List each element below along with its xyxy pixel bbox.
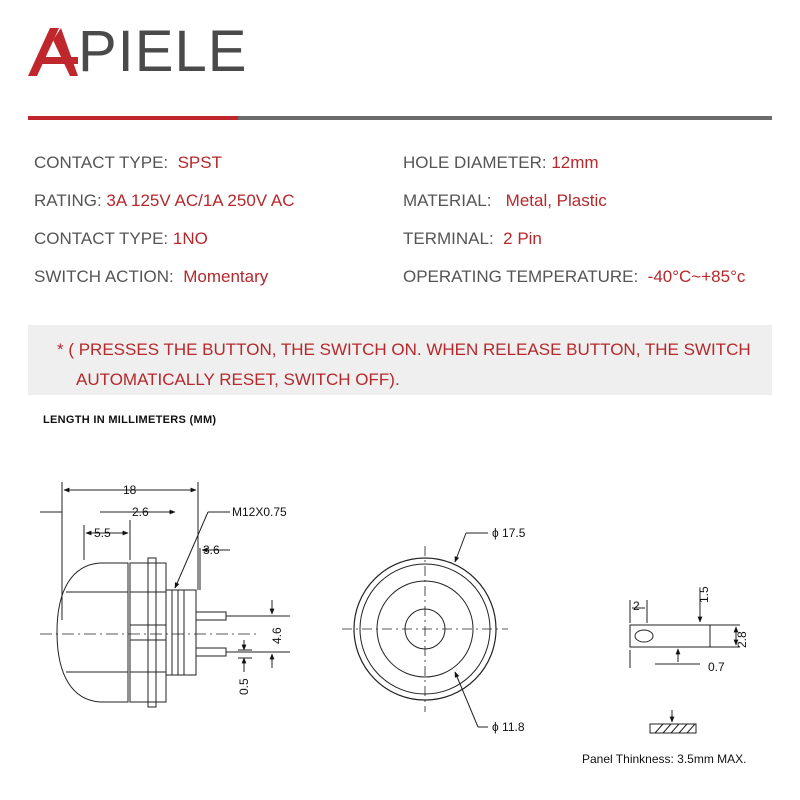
spec-label: HOLE DIAMETER: (403, 153, 547, 172)
spec-value: 1NO (172, 229, 208, 248)
spec-value: 12mm (551, 153, 599, 172)
spec-label: TERMINAL: (403, 229, 494, 248)
terminal-pin (196, 648, 226, 656)
spec-value: 3A 125V AC/1A 250V AC (106, 191, 295, 210)
spec-label: CONTACT TYPE: (34, 153, 169, 172)
dim-3-6: 3.6 (203, 543, 220, 557)
dim-terminal-2-8: 2.8 (735, 631, 749, 648)
dim-0-5: 0.5 (237, 678, 251, 695)
units-label: LENGTH IN MILLIMETERS (MM) (43, 414, 217, 426)
spec-label: OPERATING TEMPERATURE: (403, 267, 639, 286)
note-line-1: * ( PRESSES THE BUTTON, THE SWITCH ON. WHEN RELEASE BUTTON, THE SWITCH (57, 340, 751, 359)
terminal-blade (630, 625, 710, 647)
switch-cap (57, 563, 128, 702)
spec-label: MATERIAL: (403, 191, 492, 210)
dim-2-6: 2.6 (132, 505, 149, 519)
panel-thickness-label: Panel Thinkness: 3.5mm MAX. (582, 752, 747, 766)
spec-label: CONTACT TYPE: (34, 229, 169, 248)
spec-value: Momentary (183, 267, 269, 286)
dim-overall: 18 (123, 483, 137, 497)
front-view (342, 533, 508, 727)
spec-label: RATING: (34, 191, 102, 210)
panel-section (650, 724, 696, 733)
dim-terminal-2: 2 (633, 599, 640, 613)
spec-label: SWITCH ACTION: (34, 267, 174, 286)
panel-detail (650, 710, 696, 733)
terminal-detail (630, 590, 740, 668)
dim-5-5: 5.5 (94, 526, 111, 540)
dim-terminal-1-5: 1.5 (697, 586, 711, 603)
dim-outer-diameter: ϕ 17.5 (492, 526, 526, 540)
switch-body (166, 590, 196, 675)
spec-value: 2 Pin (503, 229, 542, 248)
dim-4-6: 4.6 (270, 627, 284, 644)
spec-value: -40°C~+85°c (647, 267, 746, 286)
dim-thread: M12X0.75 (232, 505, 287, 519)
terminal-pin (196, 612, 226, 620)
note-line-2: AUTOMATICALLY RESET, SWITCH OFF). (76, 370, 400, 389)
terminal-hole (635, 630, 653, 642)
spec-value: Metal, Plastic (505, 191, 607, 210)
dim-inner-diameter: ϕ 11.8 (492, 720, 525, 734)
dim-terminal-0-7: 0.7 (708, 660, 725, 674)
brand-name: PIELE (78, 19, 248, 84)
spec-value: SPST (177, 153, 222, 172)
